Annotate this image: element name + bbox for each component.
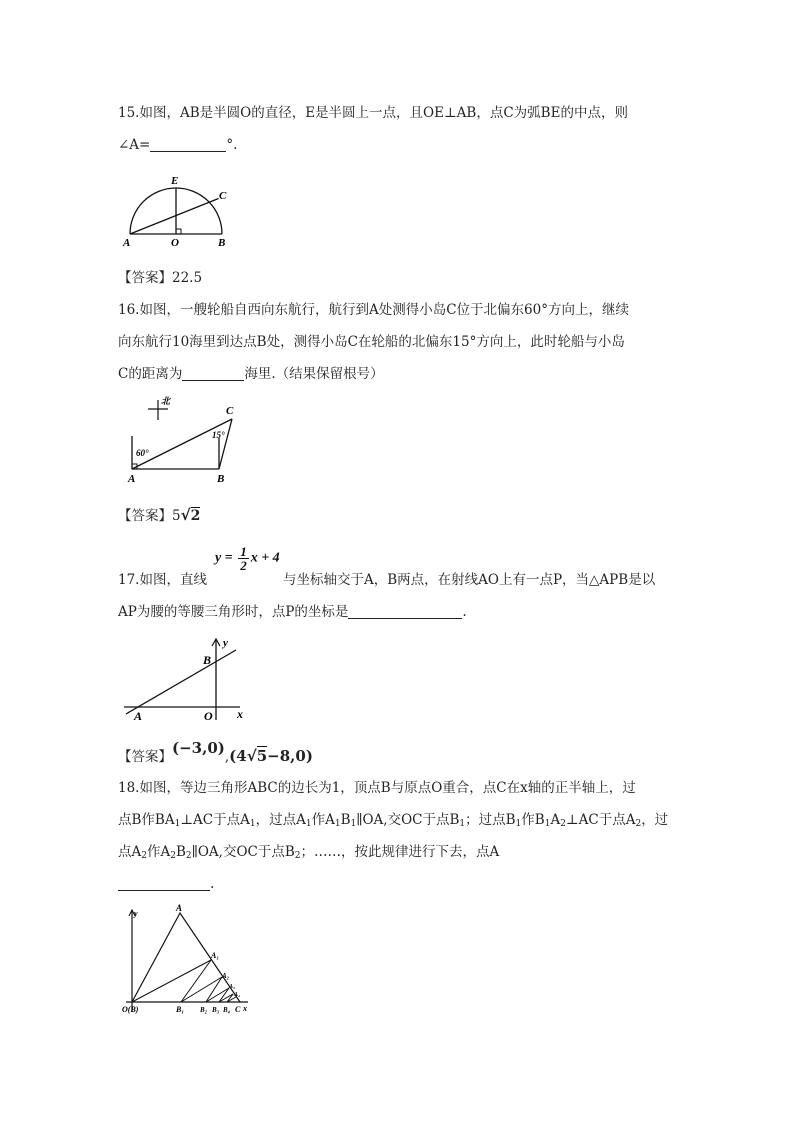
- q17-coordinate-figure: [118, 632, 258, 724]
- q18-triangle-figure: [118, 900, 258, 1018]
- q18-label-c: C: [235, 1005, 241, 1014]
- q18-label-x: x: [243, 1004, 247, 1013]
- q15-answer-blank: [150, 137, 226, 152]
- q18-text-line1: 18.如图，等边三角形ABC的边长为1，顶点B与原点O重合，点C在x轴的正半轴上，过: [118, 780, 636, 796]
- q15-label-a: A: [123, 237, 131, 249]
- q17-answer-point1: (−3,0): [172, 739, 225, 757]
- q16-distance-prefix: C的距离为: [118, 366, 183, 382]
- q18-l2-seg8: B: [340, 812, 351, 828]
- q18-l3-seg4: B: [175, 844, 186, 860]
- q17-sqrt-sign: √: [246, 747, 257, 765]
- q17-label-b: B: [203, 653, 212, 667]
- q18-l2-seg2: ⊥AC于点A: [180, 812, 250, 828]
- q18-label-b3: B₃: [212, 1006, 220, 1014]
- q16-segment-bc: [219, 419, 232, 469]
- q15-semicircle-figure: [118, 170, 238, 250]
- q17-text-line1: [118, 570, 655, 590]
- q17-text-line2: [118, 602, 467, 622]
- q17-label-x: x: [237, 707, 243, 721]
- q16-text-line2: 向东航行10海里到达点B处，测得小岛C在轮船的北偏东15°方向上，此时轮船与小岛: [118, 334, 625, 350]
- q18-l2-sub3: 1: [249, 819, 256, 829]
- q15-degree-suffix: °.: [226, 137, 238, 153]
- q18-l2-sub5: 1: [305, 819, 312, 829]
- q18-l3-sub5: 2: [185, 851, 192, 861]
- q15-label-o: O: [171, 237, 179, 249]
- q18-text-line2: [118, 810, 668, 834]
- q18-answer-blank: [118, 876, 210, 891]
- q16-label-a: A: [128, 473, 136, 485]
- q16-north-label: 北: [161, 396, 171, 406]
- q16-angle-60-label: 60°: [136, 448, 149, 458]
- q18-segment-b3a4: [219, 994, 233, 1002]
- q17-formula-numerator: 1: [240, 544, 247, 559]
- q16-answer-blank: [182, 366, 244, 381]
- q18-label-b2: B₂: [200, 1006, 208, 1014]
- q17-coordinate-suffix: .: [462, 604, 467, 620]
- q15-text-line1: 15.如图，AB是半圆O的直径，E是半圆上一点，且OE⊥AB，点C为弧BE的中点，则: [118, 105, 628, 121]
- q18-period: .: [210, 876, 215, 892]
- q15-label-b: B: [218, 237, 226, 249]
- q16-segment-ac: [132, 419, 232, 469]
- q17-label-o: O: [204, 709, 213, 723]
- q16-sqrt-sign: √: [180, 506, 191, 524]
- q16-navigation-figure: [118, 392, 248, 488]
- q18-segment-b1a2: [181, 977, 222, 1002]
- q18-l2-sub1: 1: [174, 819, 181, 829]
- q18-label-a: A: [176, 903, 183, 913]
- q18-text-line3: [118, 842, 499, 866]
- q17-formula-y: y: [215, 550, 222, 566]
- q17-answer-tag: 【答案】: [118, 749, 172, 765]
- q18-label-y: y: [134, 909, 138, 918]
- q15-label-c: C: [219, 190, 227, 202]
- q15-right-angle-mark: [176, 229, 181, 234]
- q18-l2-sub7: 1: [334, 819, 341, 829]
- q18-triangle-oac: [132, 913, 240, 1002]
- q18-label-a4: A₄: [234, 992, 241, 998]
- q16-label-c: C: [226, 405, 234, 417]
- q18-l2-sub13: 1: [515, 819, 522, 829]
- q16-answer-coef: 5: [172, 508, 181, 524]
- q15-text-line2: [118, 135, 237, 155]
- q18-label-origin: O(B): [122, 1005, 139, 1014]
- q18-l3-seg2: 作A: [146, 844, 171, 860]
- q16-text-line1: 16.如图，一艘轮船自西向东航行，航行到A处测得小岛C位于北偏东60°方向上，继续: [118, 302, 629, 318]
- q17-coordinate-prefix: AP为腰的等腰三角形时，点P的坐标是: [118, 604, 349, 620]
- q18-l3-sub1: 2: [141, 851, 147, 861]
- q17-answer-point2-close: −8,0): [267, 747, 313, 765]
- q15-label-e: E: [171, 175, 179, 187]
- q18-l2-seg10: ∥OA,交OC于点B: [356, 812, 460, 828]
- q18-segment-b2a3: [206, 988, 229, 1002]
- q18-l2-seg14: 作B: [521, 812, 545, 828]
- q18-l2-seg4: ，过点A: [255, 812, 306, 828]
- q18-l2-sub19: 2: [635, 819, 642, 829]
- q17-answer-blank: [348, 604, 462, 619]
- q18-l2-sub9: 1: [350, 819, 357, 829]
- q17-label-y: y: [223, 637, 228, 649]
- q18-label-b4: B₄: [223, 1006, 231, 1014]
- q17-label-a: A: [134, 709, 143, 723]
- q16-label-b: B: [217, 473, 225, 485]
- q18-label-a2: A₂: [222, 972, 230, 980]
- q17-answer-radicand: 5: [256, 747, 268, 765]
- q18-l2-seg16: A: [550, 812, 561, 828]
- q15-segment-ac: [130, 199, 219, 235]
- q18-segment-a3b3: [219, 988, 229, 1002]
- q18-l2-sub11: 1: [459, 819, 466, 829]
- q17-line-ab: [126, 650, 236, 714]
- q18-label-a1: A₁: [211, 951, 220, 960]
- q17-text-suffix: 与坐标轴交于A，B两点，在射线AO上有一点P，当△APB是以: [282, 572, 656, 588]
- q18-text-line4: [118, 874, 214, 894]
- q16-distance-suffix: 海里.（结果保留根号）: [244, 366, 384, 382]
- q18-segment-a1b1: [181, 960, 211, 1002]
- q18-label-a3: A₃: [229, 984, 236, 990]
- q17-formula-equals: =: [224, 550, 233, 566]
- q18-segment-a2b2: [206, 977, 222, 1002]
- q18-l2-sub15: 1: [544, 819, 551, 829]
- q17-line-formula: [215, 545, 280, 572]
- q15-answer-line: [118, 268, 202, 288]
- q17-answer-separator: ,: [224, 749, 230, 765]
- q17-text-prefix: 17.如图，直线: [118, 572, 207, 588]
- q15-angle-prefix: ∠A=: [118, 137, 151, 153]
- q15-answer-value: 22.5: [172, 270, 203, 286]
- q17-answer-line: [118, 739, 313, 769]
- q18-l2-seg18: ⊥AC于点A: [565, 812, 636, 828]
- q18-l3-sub3: 2: [170, 851, 176, 861]
- q17-answer-point2-open: (4: [229, 747, 247, 765]
- q18-l3-seg0: 点A: [118, 844, 142, 860]
- q15-answer-tag: 【答案】: [118, 270, 172, 286]
- q18-l3-seg8: ；……，按此规律进行下去，点A: [300, 844, 500, 860]
- q17-formula-rest: x + 4: [250, 550, 280, 566]
- q18-l2-seg20: ，过: [641, 812, 669, 828]
- q16-text-line3: [118, 364, 384, 384]
- q16-angle-15-label: 15°: [212, 430, 225, 440]
- q16-answer-radicand: 2: [190, 508, 201, 524]
- q17-formula-fraction: [238, 545, 249, 572]
- q18-l2-seg12: ；过点B: [465, 812, 516, 828]
- q17-formula-denominator: 2: [240, 558, 247, 573]
- q17-answer-point2: [229, 746, 313, 765]
- q18-l3-seg6: ∥OA,交OC于点B: [191, 844, 295, 860]
- q18-l2-sub17: 2: [560, 819, 566, 829]
- q18-l2-seg6: 作A: [311, 812, 335, 828]
- q16-answer-tag: 【答案】: [118, 508, 172, 524]
- q18-l3-sub7: 2: [294, 851, 301, 861]
- q18-label-b1: B₁: [176, 1005, 185, 1014]
- q18-l2-seg0: 点B作BA: [118, 812, 175, 828]
- q16-answer-line: [118, 505, 200, 526]
